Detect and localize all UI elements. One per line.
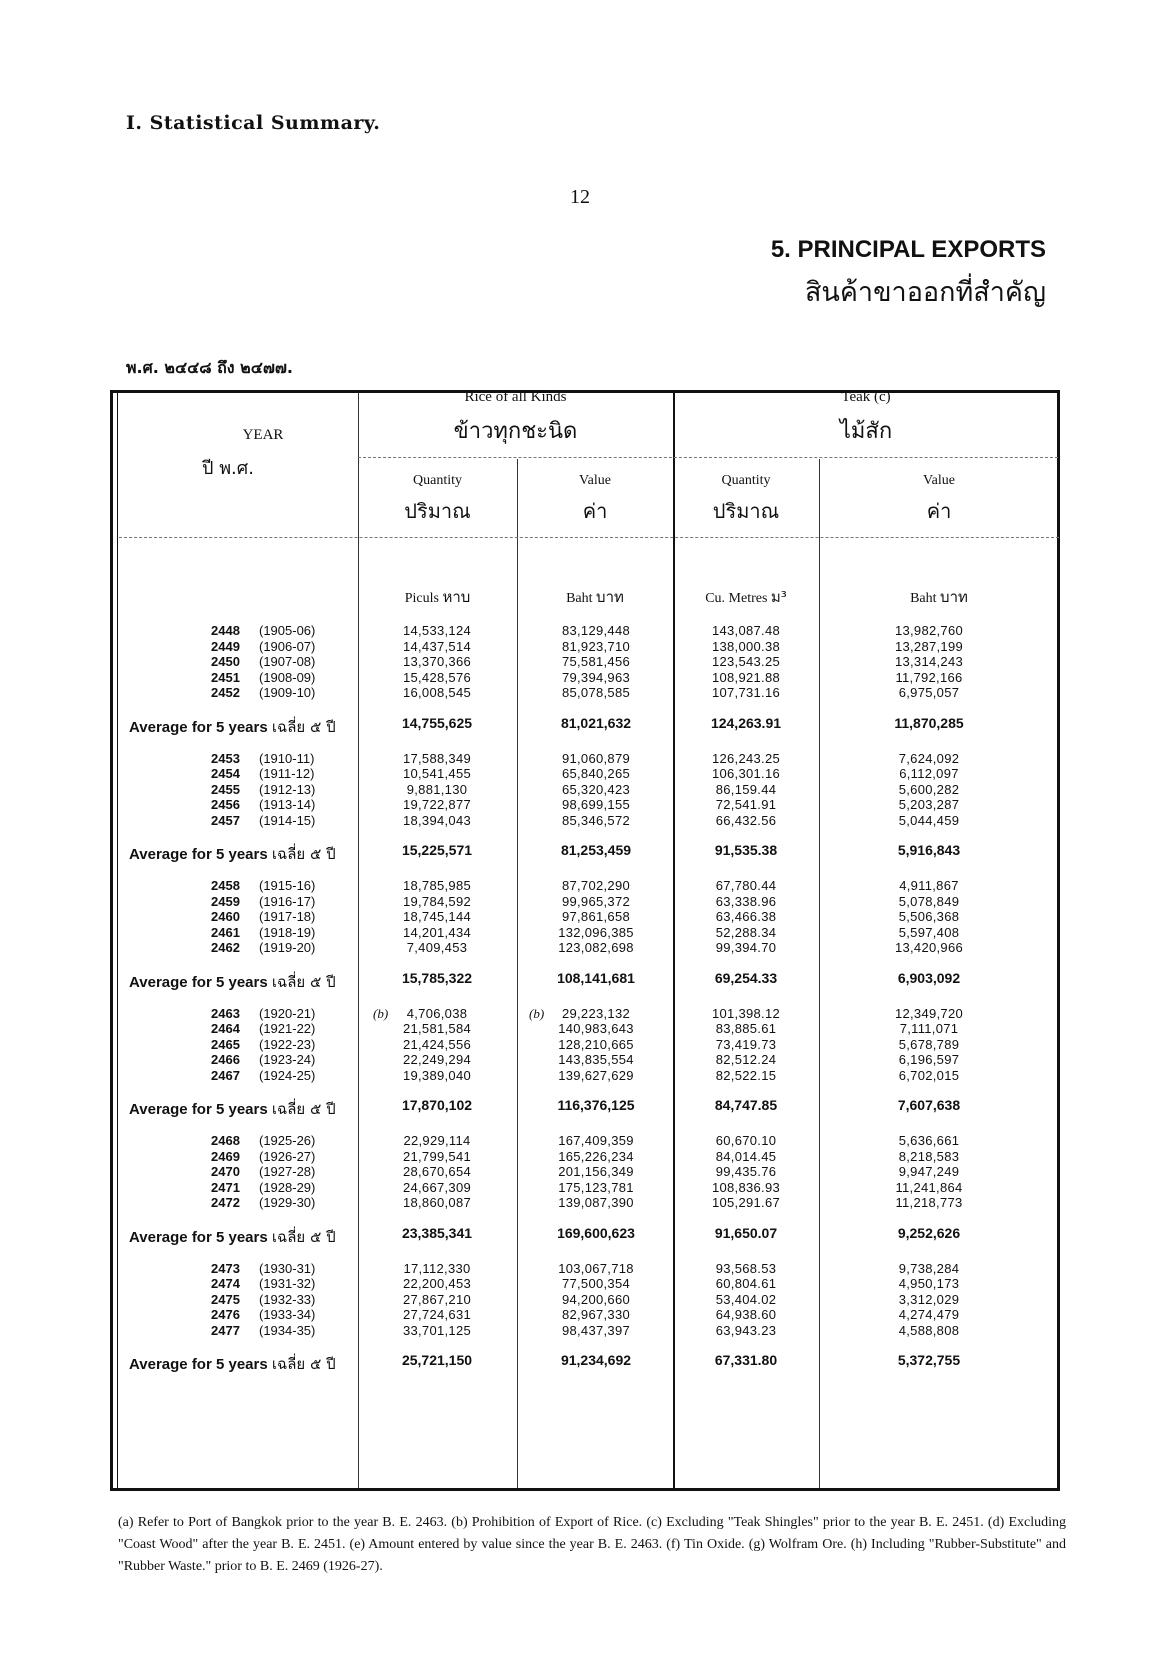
- table-row: [113, 685, 1063, 702]
- teak-val-cell: 5,600,282: [898, 781, 960, 797]
- teak-qty-cell: 66,432.56: [715, 812, 777, 828]
- year-be: 2465: [211, 1036, 240, 1052]
- year-ce: (1913-14): [259, 797, 316, 812]
- teak-val-cell: 12,349,720: [894, 1005, 964, 1021]
- teak-qty-cell: 52,288.34: [715, 924, 777, 940]
- rice-qty-cell: 22,200,453: [402, 1276, 472, 1291]
- teak-val-cell: 7,111,071: [899, 1021, 959, 1036]
- rice-val-cell: 103,067,718: [558, 1260, 634, 1276]
- rice-qty-cell: 7,409,453: [406, 940, 468, 955]
- rice-qty-cell: 22,249,294: [402, 1052, 472, 1067]
- average-row: [113, 1352, 1063, 1372]
- footnote-marker: (b): [373, 1005, 389, 1021]
- average-rice-val: 116,376,125: [557, 1097, 635, 1113]
- average-teak-qty: 91,650.07: [714, 1224, 778, 1241]
- average-label-thai: เฉลี่ย ๕ ปี: [271, 717, 336, 736]
- year-ce: (1928-29): [259, 1179, 316, 1195]
- rice-header-thai: ข้าวทุกชะนิด: [453, 419, 578, 444]
- table-row: [113, 1195, 1063, 1212]
- average-teak-val: 7,607,638: [897, 1097, 961, 1113]
- teak-qty-cell: 82,512.24: [715, 1052, 777, 1067]
- rice-val-cell: 79,394,963: [561, 669, 631, 685]
- teak-quantity-unit-thai: ม³: [770, 588, 787, 606]
- teak-val-cell: 4,911,867: [899, 878, 959, 893]
- table-row: [113, 797, 1063, 814]
- year-be: 2459: [211, 893, 240, 909]
- average-rice-val: 108,141,681: [557, 969, 635, 986]
- year-be: 2473: [211, 1260, 240, 1276]
- teak-qty-cell: 60,804.61: [715, 1276, 777, 1291]
- year-ce: (1920-21): [259, 1005, 316, 1021]
- table-row: [113, 1323, 1063, 1340]
- rice-qty-cell: 17,112,330: [403, 1260, 471, 1276]
- table-row: [113, 1037, 1063, 1054]
- rice-header: Rice of all Kinds: [464, 389, 567, 405]
- teak-val-cell: 5,636,661: [898, 1133, 960, 1148]
- rice-val-cell: 123,082,698: [558, 940, 634, 955]
- average-label-thai: เฉลี่ย ๕ ปี: [271, 972, 336, 991]
- teak-value-header: Value: [923, 473, 955, 488]
- teak-val-cell: 9,738,284: [898, 1260, 960, 1276]
- average-rice-qty: 14,755,625: [401, 714, 473, 731]
- table-row: [113, 639, 1063, 656]
- teak-value-header-thai: ค่า: [926, 499, 952, 523]
- teak-val-cell: 11,218,773: [895, 1195, 963, 1210]
- rice-qty-cell: 18,745,144: [402, 909, 472, 924]
- teak-value-unit: [819, 585, 1059, 609]
- teak-val-cell: 11,792,166: [895, 669, 963, 685]
- rule-header-sub: [358, 457, 1058, 458]
- rice-qty-cell: 14,201,434: [402, 924, 472, 940]
- year-be: 2450: [211, 654, 240, 669]
- year-ce: (1905-06): [259, 623, 316, 638]
- average-teak-val: 5,372,755: [897, 1352, 961, 1368]
- year-ce: (1930-31): [259, 1260, 316, 1276]
- average-label-thai: เฉลี่ย ๕ ปี: [271, 845, 336, 863]
- teak-qty-cell: 107,731.16: [711, 685, 781, 700]
- average-row: [113, 1097, 1063, 1117]
- teak-qty-cell: 82,522.15: [715, 1067, 777, 1083]
- teak-qty-cell: 63,338.96: [715, 893, 777, 909]
- table-row: [113, 1164, 1063, 1181]
- average-label-en: Average for 5 years: [129, 1101, 272, 1118]
- teak-val-cell: 6,196,597: [898, 1052, 960, 1067]
- teak-qty-cell: 83,885.61: [715, 1021, 777, 1036]
- year-be: 2471: [211, 1179, 240, 1195]
- average-label-en: Average for 5 years: [129, 718, 272, 736]
- teak-qty-cell: 63,943.23: [715, 1322, 777, 1338]
- rice-val-cell: 97,861,658: [561, 909, 631, 924]
- teak-val-cell: 3,312,029: [898, 1291, 960, 1307]
- average-teak-qty: 84,747.85: [714, 1097, 778, 1113]
- rice-quantity-unit-en: Piculs: [404, 591, 439, 606]
- rice-val-cell: 91,060,879: [561, 750, 631, 766]
- average-rice-val: 81,021,632: [560, 714, 632, 731]
- year-be: 2461: [211, 924, 240, 940]
- average-rice-qty: 17,870,102: [401, 1097, 473, 1113]
- rice-val-cell: 98,437,397: [561, 1322, 631, 1338]
- rice-val-cell: 29,223,132: [561, 1005, 631, 1021]
- teak-value-unit-thai: บาท: [940, 588, 968, 606]
- rice-val-cell: 99,965,372: [561, 893, 631, 909]
- rice-val-cell: 94,200,660: [561, 1291, 631, 1307]
- average-teak-qty: 91,535.38: [714, 842, 778, 858]
- average-rice-val: 169,600,623: [557, 1224, 635, 1241]
- period-label: พ.ศ. ๒๔๔๘ ถึง ๒๔๗๗.: [126, 358, 293, 377]
- year-be: 2448: [211, 623, 240, 638]
- year-be: 2458: [211, 878, 240, 893]
- year-ce: (1910-11): [259, 750, 315, 766]
- year-header-thai: ปี พ.ศ.: [202, 458, 254, 479]
- year-ce: (1908-09): [259, 669, 316, 685]
- rice-quantity-header: Quantity: [413, 473, 462, 488]
- year-be: 2467: [211, 1067, 240, 1083]
- rice-value-header: Value: [579, 473, 611, 488]
- teak-val-cell: 6,112,097: [899, 766, 959, 781]
- rice-qty-cell: 19,722,877: [402, 797, 472, 812]
- year-be: 2470: [211, 1164, 240, 1179]
- year-ce: (1912-13): [259, 781, 316, 797]
- rice-value-unit-thai: บาท: [596, 588, 624, 606]
- teak-qty-cell: 63,466.38: [715, 909, 777, 924]
- teak-qty-cell: 93,568.53: [715, 1260, 777, 1276]
- table-row: [113, 766, 1063, 783]
- teak-qty-cell: 67,780.44: [715, 878, 777, 893]
- table-row: [113, 623, 1063, 640]
- table-row: [113, 1052, 1063, 1069]
- rice-qty-cell: 27,867,210: [402, 1291, 472, 1307]
- teak-quantity-header: Quantity: [721, 473, 771, 488]
- year-ce: (1924-25): [259, 1067, 316, 1083]
- table-row: [113, 1133, 1063, 1150]
- rice-qty-cell: 15,428,576: [402, 669, 472, 685]
- rice-val-cell: 139,627,629: [558, 1067, 634, 1083]
- average-teak-qty: 69,254.33: [714, 969, 778, 986]
- average-label: [129, 842, 369, 866]
- year-be: 2476: [211, 1307, 240, 1322]
- year-ce: (1906-07): [259, 638, 316, 654]
- rice-qty-cell: 14,533,124: [402, 623, 472, 638]
- rice-val-cell: 82,967,330: [561, 1307, 631, 1322]
- rice-val-cell: 98,699,155: [561, 797, 631, 812]
- teak-val-cell: 11,241,864: [895, 1179, 963, 1195]
- table-row: [113, 1292, 1063, 1309]
- teak-qty-cell: 105,291.67: [711, 1195, 781, 1210]
- average-rice-qty: 15,785,322: [401, 969, 473, 986]
- teak-qty-cell: 108,836.93: [711, 1179, 781, 1195]
- table-row: [113, 1068, 1063, 1085]
- year-ce: (1914-15): [259, 812, 316, 828]
- year-be: 2451: [211, 669, 240, 685]
- teak-qty-cell: 138,000.38: [711, 638, 781, 654]
- rice-val-cell: 83,129,448: [561, 623, 631, 638]
- year-header: YEAR: [242, 427, 284, 443]
- average-label-thai: เฉลี่ย ๕ ปี: [271, 1100, 336, 1118]
- teak-val-cell: 6,975,057: [898, 685, 960, 700]
- table-row: [113, 1261, 1063, 1278]
- average-label-en: Average for 5 years: [129, 1356, 272, 1373]
- teak-val-cell: 13,982,760: [894, 623, 964, 638]
- rice-qty-cell: 28,670,654: [402, 1164, 472, 1179]
- rice-value-header-thai: ค่า: [582, 499, 608, 523]
- year-be: 2463: [211, 1005, 240, 1021]
- average-row: [113, 842, 1063, 862]
- year-be: 2456: [211, 797, 240, 812]
- teak-qty-cell: 123,543.25: [711, 654, 781, 669]
- rice-val-cell: 139,087,390: [558, 1195, 634, 1210]
- rice-quantity-header-thai: ปริมาณ: [404, 499, 471, 523]
- table-row: [113, 751, 1063, 768]
- teak-val-cell: 5,678,789: [898, 1036, 960, 1052]
- rice-val-cell: 140,983,643: [558, 1021, 634, 1036]
- rice-qty-cell: 21,799,541: [402, 1148, 472, 1164]
- teak-quantity-header-thai: ปริมาณ: [712, 499, 780, 523]
- table-row: [113, 909, 1063, 926]
- rice-val-cell: 175,123,781: [558, 1179, 634, 1195]
- teak-qty-cell: 143,087.48: [711, 623, 781, 638]
- rice-qty-cell: 18,394,043: [402, 812, 472, 828]
- rice-qty-cell: 13,370,366: [402, 654, 472, 669]
- rice-val-cell: 85,346,572: [561, 812, 631, 828]
- table-title: 5. PRINCIPAL EXPORTS: [770, 236, 1046, 263]
- table-row: [113, 1149, 1063, 1166]
- rice-quantity-unit-thai: หาบ: [442, 588, 471, 606]
- average-teak-qty: 67,331.80: [714, 1352, 778, 1368]
- teak-val-cell: 5,597,408: [898, 924, 960, 940]
- table-row: [113, 878, 1063, 895]
- year-be: 2454: [211, 766, 240, 781]
- rice-qty-cell: 24,667,309: [402, 1179, 472, 1195]
- teak-val-cell: 9,947,249: [898, 1164, 960, 1179]
- teak-val-cell: 8,218,583: [898, 1148, 960, 1164]
- rice-value-unit: [517, 585, 673, 609]
- teak-qty-cell: 73,419.73: [715, 1036, 777, 1052]
- year-be: 2455: [211, 781, 240, 797]
- average-row: [113, 1225, 1063, 1245]
- average-rice-qty: 23,385,341: [401, 1224, 473, 1241]
- rice-qty-cell: 18,785,985: [402, 878, 472, 893]
- table-row: [113, 1021, 1063, 1038]
- table-row: [113, 940, 1063, 957]
- table-row: [113, 1180, 1063, 1197]
- rice-val-cell: 85,078,585: [561, 685, 631, 700]
- teak-qty-cell: 53,404.02: [715, 1291, 777, 1307]
- rice-val-cell: 128,210,665: [558, 1036, 634, 1052]
- rice-qty-cell: 19,784,592: [402, 893, 472, 909]
- year-ce: (1919-20): [259, 940, 316, 955]
- footnotes: (a) Refer to Port of Bangkok prior to the year B. E. 2463. (b) Prohibition of Export of Rice. (c) Excluding "Teak Shingles" prior to the year B. E. 2451. (d) Excluding "Coast Wood" after the year B. E. 2451. (e) Amount entered by value since the year B. E. 2463. (f) Tin Oxide. (g) Wolfram Ore. (h) Including "Rubber-Substitute" and "Rubber Waste." prior to B. E. 2469 (1926-27).: [118, 1515, 1066, 1574]
- teak-qty-cell: 72,541.91: [715, 797, 777, 812]
- section-title: I. Statistical Summary.: [126, 112, 381, 134]
- teak-val-cell: 5,044,459: [898, 812, 960, 828]
- rice-qty-cell: 27,724,631: [402, 1307, 472, 1322]
- teak-qty-cell: 108,921.88: [711, 669, 781, 685]
- year-ce: (1921-22): [259, 1021, 316, 1036]
- teak-quantity-unit-en: Cu. Metres: [705, 591, 768, 606]
- rice-qty-cell: 19,389,040: [402, 1067, 472, 1083]
- rice-qty-cell: 14,437,514: [402, 638, 472, 654]
- teak-val-cell: 6,702,015: [898, 1067, 960, 1083]
- year-ce: (1934-35): [259, 1322, 316, 1338]
- year-ce: (1916-17): [259, 893, 316, 909]
- year-be: 2466: [211, 1052, 240, 1067]
- table-title-thai: สินค้าขาออกที่สำคัญ: [804, 277, 1046, 308]
- year-ce: (1933-34): [259, 1307, 316, 1322]
- teak-val-cell: 4,274,479: [898, 1307, 960, 1322]
- rice-val-cell: 75,581,456: [561, 654, 631, 669]
- rice-val-cell: 65,320,423: [561, 781, 631, 797]
- year-ce: (1923-24): [259, 1052, 316, 1067]
- year-be: 2472: [211, 1195, 240, 1210]
- rice-quantity-unit: [358, 585, 517, 609]
- table-row: [113, 1006, 1063, 1023]
- average-rice-val: 81,253,459: [560, 842, 632, 858]
- year-be: 2452: [211, 685, 240, 700]
- teak-qty-cell: 101,398.12: [711, 1005, 781, 1021]
- average-teak-val: 11,870,285: [894, 714, 964, 731]
- average-rice-qty: 15,225,571: [401, 842, 473, 858]
- rice-qty-cell: 21,424,556: [402, 1036, 472, 1052]
- average-label-en: Average for 5 years: [129, 973, 272, 991]
- year-ce: (1932-33): [259, 1291, 316, 1307]
- year-be: 2460: [211, 909, 240, 924]
- rice-qty-cell: 18,860,087: [402, 1195, 472, 1210]
- year-ce: (1911-12): [259, 766, 315, 781]
- year-be: 2468: [211, 1133, 240, 1148]
- teak-qty-cell: 86,159.44: [715, 781, 777, 797]
- page-number: 12: [570, 186, 590, 208]
- exports-table: [110, 390, 1060, 1491]
- average-label-thai: เฉลี่ย ๕ ปี: [271, 1227, 336, 1246]
- average-label: [129, 970, 369, 994]
- rice-val-cell: 77,500,354: [561, 1276, 631, 1291]
- rice-qty-cell: 22,929,114: [403, 1133, 471, 1148]
- table-row: [113, 1307, 1063, 1324]
- average-rice-val: 91,234,692: [560, 1352, 632, 1368]
- year-be: 2449: [211, 638, 240, 654]
- teak-qty-cell: 126,243.25: [711, 750, 781, 766]
- year-be: 2453: [211, 750, 240, 766]
- year-ce: (1915-16): [259, 878, 316, 893]
- teak-qty-cell: 60,670.10: [715, 1133, 777, 1148]
- rice-qty-cell: 16,008,545: [402, 685, 472, 700]
- rice-qty-cell: 33,701,125: [402, 1322, 472, 1338]
- rice-qty-cell: 17,588,349: [402, 750, 472, 766]
- average-label: [129, 1097, 369, 1121]
- teak-quantity-unit: [673, 585, 819, 609]
- year-ce: (1922-23): [259, 1036, 316, 1052]
- year-be: 2477: [211, 1322, 240, 1338]
- average-rice-qty: 25,721,150: [401, 1352, 473, 1368]
- teak-val-cell: 5,506,368: [898, 909, 960, 924]
- teak-val-cell: 4,588,808: [898, 1322, 960, 1338]
- year-ce: (1918-19): [259, 924, 316, 940]
- table-row: [113, 925, 1063, 942]
- table-row: [113, 670, 1063, 687]
- average-label: [129, 1352, 369, 1376]
- teak-header: Teak (c): [841, 389, 891, 405]
- year-ce: (1931-32): [259, 1276, 316, 1291]
- teak-val-cell: 13,420,966: [894, 940, 964, 955]
- teak-value-unit-en: Baht: [910, 591, 937, 606]
- average-label: [129, 1225, 369, 1249]
- average-teak-val: 5,916,843: [897, 842, 961, 858]
- rice-val-cell: 87,702,290: [561, 878, 631, 893]
- rice-qty-cell: 4,706,038: [406, 1005, 468, 1021]
- year-be: 2475: [211, 1291, 240, 1307]
- teak-qty-cell: 84,014.45: [715, 1148, 777, 1164]
- average-label-en: Average for 5 years: [129, 1228, 272, 1246]
- teak-val-cell: 5,078,849: [898, 893, 960, 909]
- rice-val-cell: 81,923,710: [561, 638, 631, 654]
- table-row: [113, 894, 1063, 911]
- teak-header-thai: ไม้สัก: [839, 419, 893, 444]
- year-ce: (1907-08): [259, 654, 316, 669]
- teak-qty-cell: 106,301.16: [711, 766, 781, 781]
- table-row: [113, 1276, 1063, 1293]
- teak-val-cell: 5,203,287: [898, 797, 960, 812]
- teak-val-cell: 7,624,092: [898, 750, 960, 766]
- average-teak-val: 6,903,092: [897, 969, 961, 986]
- teak-qty-cell: 99,435.76: [715, 1164, 777, 1179]
- rice-qty-cell: 21,581,584: [402, 1021, 472, 1036]
- year-ce: (1929-30): [259, 1195, 316, 1210]
- year-ce: (1909-10): [259, 685, 316, 700]
- rice-qty-cell: 9,881,130: [406, 781, 468, 797]
- year-be: 2469: [211, 1148, 240, 1164]
- year-be: 2457: [211, 812, 240, 828]
- rice-val-cell: 165,226,234: [558, 1148, 634, 1164]
- footnote-marker: (b): [529, 1005, 545, 1021]
- table-row: [113, 813, 1063, 830]
- year-ce: (1926-27): [259, 1148, 316, 1164]
- rice-val-cell: 65,840,265: [561, 766, 631, 781]
- year-ce: (1925-26): [259, 1133, 316, 1148]
- rule-header-bottom: [119, 537, 1059, 538]
- table-row: [113, 654, 1063, 671]
- average-teak-qty: 124,263.91: [710, 714, 782, 731]
- teak-val-cell: 13,287,199: [894, 638, 964, 654]
- average-row: [113, 715, 1063, 735]
- year-ce: (1927-28): [259, 1164, 316, 1179]
- teak-qty-cell: 99,394.70: [715, 940, 777, 955]
- rice-value-unit-en: Baht: [566, 591, 593, 606]
- rice-val-cell: 132,096,385: [558, 924, 634, 940]
- table-row: [113, 782, 1063, 799]
- year-be: 2474: [211, 1276, 240, 1291]
- teak-val-cell: 13,314,243: [894, 654, 964, 669]
- average-label-en: Average for 5 years: [129, 846, 272, 863]
- average-teak-val: 9,252,626: [897, 1224, 961, 1241]
- rice-val-cell: 143,835,554: [558, 1052, 634, 1067]
- average-label-thai: เฉลี่ย ๕ ปี: [271, 1355, 336, 1373]
- rice-qty-cell: 10,541,455: [402, 766, 472, 781]
- rice-val-cell: 201,156,349: [558, 1164, 634, 1179]
- average-label: [129, 715, 369, 739]
- teak-val-cell: 4,950,173: [898, 1276, 960, 1291]
- teak-qty-cell: 64,938.60: [715, 1307, 777, 1322]
- year-be: 2464: [211, 1021, 240, 1036]
- rice-val-cell: 167,409,359: [558, 1133, 634, 1148]
- year-be: 2462: [211, 940, 240, 955]
- year-ce: (1917-18): [259, 909, 316, 924]
- average-row: [113, 970, 1063, 990]
